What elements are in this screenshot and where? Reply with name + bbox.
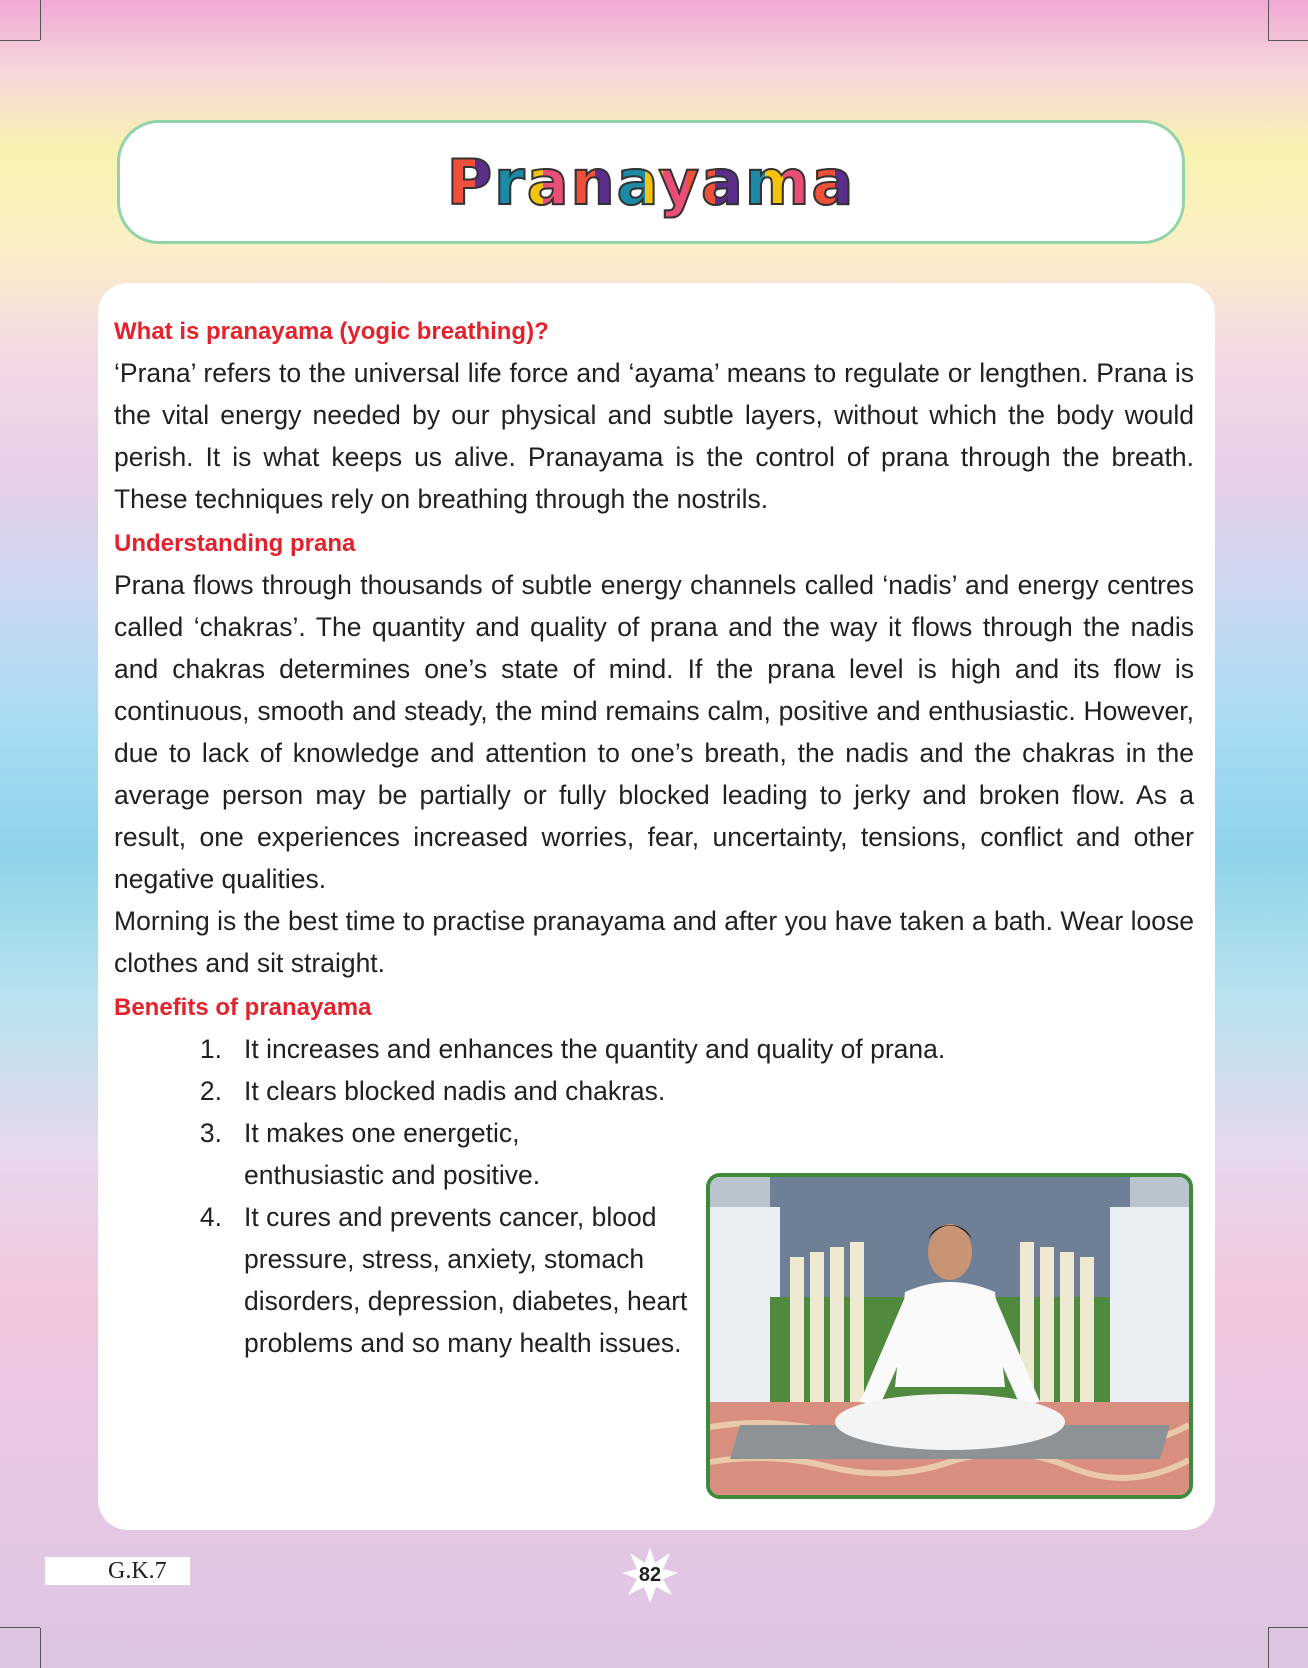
item-text: It clears blocked nadis and chakras. xyxy=(244,1076,666,1106)
crop-mark xyxy=(0,40,40,41)
crop-mark xyxy=(1268,1627,1308,1628)
crop-mark xyxy=(0,1627,40,1628)
crop-mark xyxy=(1268,1628,1269,1668)
crop-mark xyxy=(40,1628,41,1668)
page-title: Pranayama xyxy=(446,145,856,219)
section-what-is xyxy=(114,312,1194,520)
page-number: 82 xyxy=(638,1563,662,1586)
item-text: It cures and prevents cancer, blood pressure, stress, anxiety, stomach disorders, depression, diabetes, heart problems and so many health issues. xyxy=(244,1202,688,1358)
crop-mark xyxy=(1268,0,1269,40)
section-heading: Understanding prana xyxy=(114,530,356,557)
item-text: It increases and enhances the quantity and quality of prana. xyxy=(244,1034,946,1064)
paragraph: Prana flows through thousands of subtle energy channels called ‘nadis’ and energy centres called ‘chakras’. The quantity and quality of prana and the way it flows through the nadis and chakras determines one’s state of mind. If the prana level is high and its flow is continuous, smooth and steady, the mind remains calm, positive and enthusiastic. However, due to lack of knowledge and attention to one’s breath, the nadis and the chakras in the average person may be partially or fully blocked leading to jerky and broken flow. As a result, one experiences increased worries, fear, uncertainty, tensions, conflict and other negative qualities. xyxy=(114,570,1194,894)
list-item xyxy=(114,1028,1194,1070)
item-number: 3. xyxy=(199,1118,222,1148)
crop-mark xyxy=(1268,40,1308,41)
meditation-photo xyxy=(706,1173,1193,1499)
crop-mark xyxy=(40,0,41,40)
man-meditating-image xyxy=(710,1177,1189,1495)
item-number: 2. xyxy=(199,1076,222,1106)
item-text: It makes one energetic, enthusiastic and positive. xyxy=(244,1118,541,1190)
section-understanding xyxy=(114,524,1194,984)
title-banner xyxy=(117,120,1185,244)
section-heading: Benefits of pranayama xyxy=(114,994,372,1021)
list-item xyxy=(114,1070,1194,1112)
section-heading: What is pranayama (yogic breathing)? xyxy=(114,318,549,345)
book-label: G.K.7 xyxy=(45,1557,190,1585)
item-number: 4. xyxy=(199,1202,222,1232)
page-number-badge xyxy=(620,1545,680,1605)
paragraph: Morning is the best time to practise pranayama and after you have taken a bath. Wear loose clothes and sit straight. xyxy=(114,906,1194,978)
item-number: 1. xyxy=(199,1034,222,1064)
paragraph: ‘Prana’ refers to the universal life force and ‘ayama’ means to regulate or lengthen. Prana is the vital energy needed by our physical and subtle layers, without which the body would perish. It is what keeps us alive. Pranayama is the control of prana through the breath. These techniques rely on breathing through the nostrils. xyxy=(114,358,1194,514)
